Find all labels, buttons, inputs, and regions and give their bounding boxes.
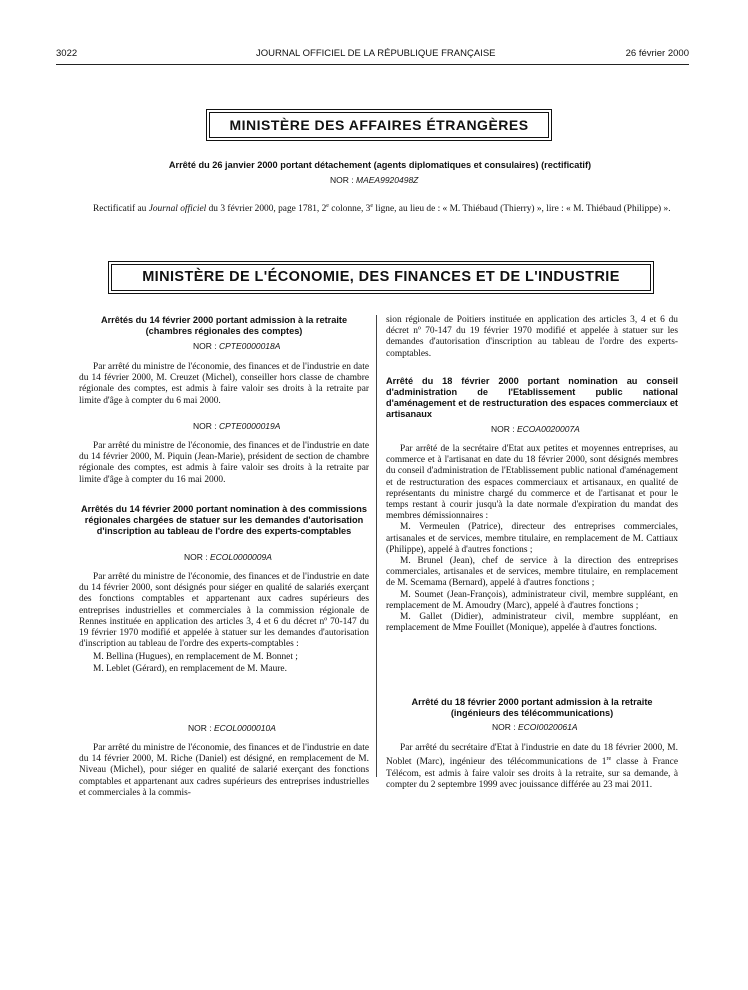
journal-name: Journal officiel bbox=[148, 204, 207, 215]
arrete-paragraph: Par arrêté du ministre de l'économie, des finances et de l'industrie en date du 14 février 2000, M. Creuzet (Michel), conseiller hors classe de chambre régionale des comptes, est admis à faire valoir ses droits à la retraite par limite d'âge à compter du 6 mai 2000. bbox=[79, 362, 369, 406]
arrete-title-epareca: Arrêté du 18 février 2000 portant nomination au conseil d'administration de l'Etablissement public national d'aménagement et de restructuration des espaces commerciaux et artisanaux bbox=[386, 376, 678, 419]
arrete-title-detachement: Arrêté du 26 janvier 2000 portant détachement (agents diplomatiques et consulaires) (rectificatif) bbox=[168, 160, 592, 170]
nor-reference bbox=[330, 175, 418, 185]
ministry-heading-foreign-affairs: MINISTÈRE DES AFFAIRES ÉTRANGÈRES bbox=[209, 112, 549, 138]
page-number: 3022 bbox=[56, 48, 78, 59]
nor-code: CPTE0000019A bbox=[219, 421, 281, 431]
header-rule bbox=[56, 64, 689, 65]
nor-reference: NOR : ECOL0000009A bbox=[184, 552, 272, 562]
nor-label: NOR : bbox=[330, 175, 354, 185]
issue-date: 26 février 2000 bbox=[625, 48, 689, 59]
nor-code: ECOI0020061A bbox=[518, 722, 578, 732]
list-item: M. Soumet (Jean-François), administrateur civil, membre suppléant, en remplacement de M. Amoudry (Marc), appelé à d'autres fonctions ; bbox=[386, 589, 678, 611]
arrete-paragraph: Par arrêté du ministre de l'économie, des finances et de l'industrie en date du 14 février 2000, M. Piquin (Jean-Marie), président de section de chambre régionale des comptes, est admis à faire valoir ses droits à la retraite par limite d'âge à compter du 16 mai 2000. bbox=[79, 441, 369, 485]
list-item: M. Leblet (Gérard), en remplacement de M. Maure. bbox=[93, 663, 287, 674]
arrete-paragraph: Par arrêté de la secrétaire d'Etat aux petites et moyennes entreprises, au commerce et à l'artisanat en date du 18 février 2000, sont désignés membres du conseil d'administration de l'Etablissement public national d'aménagement et de restructuration des espaces commerciaux et artisanaux, en qualité de représentants du ministre chargé du commerce et de l'artisanat et pour le temps restant à courir jusqu'à la date normale d'expiration du mandat des membres démissionnaires : M. Vermeulen (Patrice), directeur des entreprises commerciales, artisanales et de services, membre titulaire, en remplacement de M. Cattiaux (Philippe), appelé à d'autres fonctions ; M. Brunel (Jean), chef de service à la direction des entreprises commerciales, artisanales et de services, membre titulaire, en remplacement de M. Scemama (Bernard), appelé à d'autres fonctions ; M. Soumet (Jean-François), administrateur civil, membre suppléant, en remplacement de M. Amoudry (Marc), appelé à d'autres fonctions ; M. Gallet (Didier), administrateur civil, membre suppléant, en remplacement de Mme Fouillet (Monique), appelée à d'autres fonctions. bbox=[386, 444, 678, 634]
nor-reference: NOR : ECOI0020061A bbox=[492, 722, 578, 732]
arrete-paragraph: Par arrêté du ministre de l'économie, des finances et de l'industrie en date du 14 février 2000, sont désignés pour siéger en qualité de salariés exerçant des fonctions comptables et appartenant aux cadres supérieurs des entreprises industrielles et commerciales à la commission régionale de Rennes instituée en application des articles 3, 4 et 6 du décret nº 70-147 du 19 février 1970 modifié et appelée à statuer sur les demandes d'autorisation d'inscription au tableau de l'ordre des experts-comptables : M. Bellina (Hugues), en remplacement de M. Bonnet ; M. Leblet (Gérard), en remplacement de M. Maure. bbox=[79, 572, 369, 674]
nor-reference: NOR : CPTE0000019A bbox=[193, 421, 281, 431]
list-item: M. Brunel (Jean), chef de service à la direction des entreprises commerciales, artisanales et de services, membre titulaire, en remplacement de M. Scemama (Bernard), appelé à d'autres fonctions ; bbox=[386, 556, 678, 589]
arrete-paragraph: Par arrêté du secrétaire d'Etat à l'industrie en date du 18 février 2000, M. Noblet (Marc), ingénieur des télécommunications de 1re classe à France Télécom, est admis à faire valoir ses droits à la retraite, sur sa demande, à compter du 2 septembre 1999 avec jouissance différée au 23 mai 2011. bbox=[386, 743, 678, 790]
arrete-title-commissions: Arrêtés du 14 février 2000 portant nomination à des commissions régionales chargées de statuer sur les demandes d'autorisation d'inscription au tableau de l'ordre des experts-comptables bbox=[81, 504, 367, 536]
ministry-heading-economy: MINISTÈRE DE L'ÉCONOMIE, DES FINANCES ET DE L'INDUSTRIE bbox=[111, 264, 651, 291]
running-header bbox=[56, 48, 689, 62]
list-item: M. Gallet (Didier), administrateur civil, membre suppléant, en remplacement de Mme Fouillet (Monique), appelée à d'autres fonctions. bbox=[386, 612, 678, 634]
nor-code: CPTE0000018A bbox=[219, 341, 281, 351]
rectificatif-paragraph: Rectificatif au Journal officiel du 3 février 2000, page 1781, 2e colonne, 3e ligne, au lieu de : « M. Thiébaud (Thierry) », lire : « M. Thiébaud (Philippe) ». bbox=[93, 203, 671, 215]
arrete-paragraph: Par arrêté du ministre de l'économie, des finances et de l'industrie en date du 14 février 2000, M. Riche (Daniel) est désigné, en remplacement de M. Niveau (Michel), pour siéger en qualité de salarié exerçant des fonctions comptables et appartenant aux cadres supérieurs des entreprises industrielles et commerciales à la commis- bbox=[79, 743, 369, 798]
arrete-title-retraite-ccr: Arrêtés du 14 février 2000 portant admission à la retraite (chambres régionales des comptes) bbox=[100, 315, 348, 336]
nor-reference: NOR : CPTE0000018A bbox=[193, 341, 281, 351]
journal-title: JOURNAL OFFICIEL DE LA RÉPUBLIQUE FRANÇAISE bbox=[256, 48, 496, 59]
nor-code: ECOA0020007A bbox=[517, 424, 580, 434]
list-item: M. Bellina (Hugues), en remplacement de M. Bonnet ; bbox=[93, 652, 298, 663]
column-divider bbox=[376, 315, 377, 777]
nor-reference: NOR : ECOL0000010A bbox=[188, 723, 276, 733]
nor-code: MAEA9920498Z bbox=[356, 175, 419, 185]
nor-code: ECOL0000010A bbox=[214, 723, 276, 733]
continued-paragraph: sion régionale de Poitiers instituée en application des articles 3, 4 et 6 du décret nº 70-147 du 19 février 1970 modifié et appelée à statuer sur les demandes d'autorisation d'inscription au tableau de l'ordre des experts-comptables. bbox=[386, 315, 678, 359]
list-item: M. Vermeulen (Patrice), directeur des entreprises commerciales, artisanales et de services, membre titulaire, en remplacement de M. Cattiaux (Philippe), appelé à d'autres fonctions ; bbox=[386, 522, 678, 555]
nor-reference: NOR : ECOA0020007A bbox=[491, 424, 580, 434]
arrete-title-telecom: Arrêté du 18 février 2000 portant admission à la retraite (ingénieurs des télécommunications) bbox=[411, 697, 653, 718]
nor-code: ECOL0000009A bbox=[210, 552, 272, 562]
